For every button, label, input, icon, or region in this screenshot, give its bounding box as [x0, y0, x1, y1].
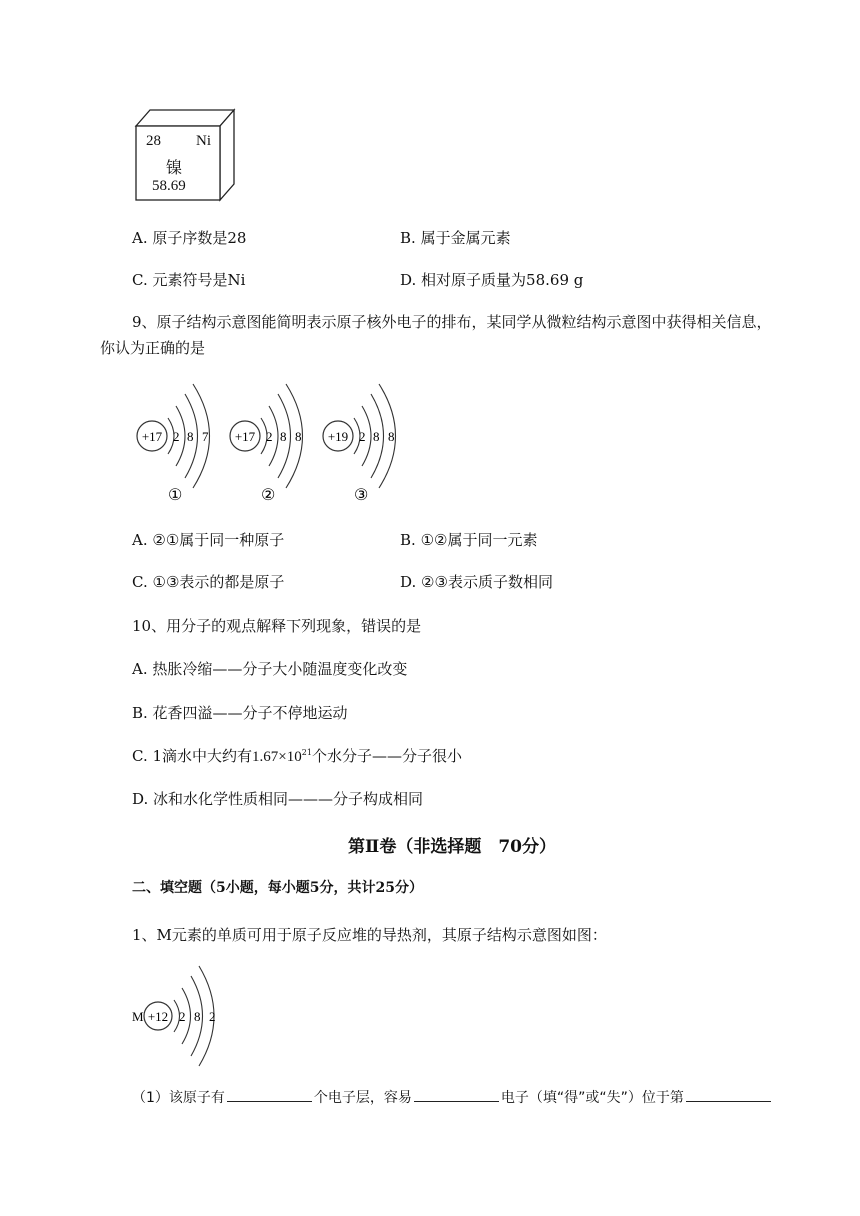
atom-diagram-3-shell-3: 8: [388, 429, 395, 444]
q8-option-c: C. 元素符号是Ni: [132, 271, 246, 289]
element-number: 28: [146, 133, 161, 149]
q9-option-c: C. ①③表示的都是原子: [132, 573, 285, 591]
element-symbol: Ni: [196, 133, 211, 149]
blank-gain-lose[interactable]: [414, 1087, 499, 1102]
fill-q1-diagram-nucleus: +12: [147, 1009, 169, 1024]
q8-option-d: D. 相对原子质量为58.69 g: [400, 271, 584, 289]
blank-electron-layers[interactable]: [227, 1087, 312, 1102]
element-mass: 58.69: [152, 178, 186, 194]
atom-diagram-2: [230, 384, 303, 504]
fill-q1-diagram: [128, 962, 258, 1072]
part2-title: 第Ⅱ卷（非选择题 70分）: [348, 837, 556, 857]
atom-diagram-1-label: ①: [168, 487, 183, 504]
q9-option-a: A. ②①属于同一种原子: [132, 531, 285, 549]
atom-diagram-3-nucleus: +19: [327, 429, 349, 444]
atom-diagram-1-shell-2: 8: [187, 429, 194, 444]
atom-diagram-2-shell-3: 8: [295, 429, 302, 444]
atom-diagram-3: [323, 384, 396, 504]
blank-period[interactable]: [686, 1087, 771, 1102]
fill-q1-diagram-shell-2: 8: [194, 1009, 201, 1024]
atom-diagram-3-label: ③: [354, 487, 369, 504]
q10-option-b: B. 花香四溢——分子不停地运动: [132, 704, 348, 722]
atom-diagram-3-shell-1: 2: [359, 429, 366, 444]
q10-option-a: A. 热胀冷缩——分子大小随温度变化改变: [132, 660, 408, 678]
atom-diagram-2-shell-1: 2: [266, 429, 273, 444]
fill-q1-diagram-prefix: M: [132, 1009, 144, 1024]
fill-q1-stem: 1、M元素的单质可用于原子反应堆的导热剂，其原子结构示意图如图：: [132, 926, 607, 944]
q10-option-c: C. 1滴水中大约有$1.67\times 10^{21}$个水分子——分子很小: [132, 747, 462, 765]
atom-diagram-2-label: ②: [261, 487, 276, 504]
q8-option-a: A. 原子序数是28: [132, 229, 247, 247]
fill-q1-diagram-shell-1: 2: [179, 1009, 186, 1024]
element-name: 镍: [166, 158, 183, 177]
fill-q1-diagram-shell-3: 2: [209, 1009, 216, 1024]
water-molecule-count: 1.67×10: [252, 749, 302, 765]
q10-option-d: D. 冰和水化学性质相同———分子构成相同: [132, 790, 424, 808]
atom-diagram-2-shell-2: 8: [280, 429, 287, 444]
atom-diagram-3-shell-2: 8: [373, 429, 380, 444]
q9-option-d: D. ②③表示质子数相同: [400, 573, 553, 591]
atom-diagram-1-shell-1: 2: [173, 429, 180, 444]
atom-diagram-1-shell-3: 7: [202, 429, 209, 444]
q9-diagrams: [128, 380, 428, 510]
fill-q1-sub1: （1）该原子有 个电子层，容易 电子（填“得”或“失”）位于第: [132, 1087, 773, 1108]
q9-stem-line2: 你认为正确的是: [100, 339, 206, 357]
atom-diagram-1: [137, 384, 210, 504]
q10-stem: 10、用分子的观点解释下列现象，错误的是: [132, 617, 422, 635]
element-card: [130, 102, 240, 202]
q8-option-b: B. 属于金属元素: [400, 229, 511, 247]
atom-diagram-1-nucleus: +17: [141, 429, 163, 444]
q9-stem-line1: 9、原子结构示意图能简明表示原子核外电子的排布，某同学从微粒结构示意图中获得相关信息，: [132, 313, 772, 331]
atom-diagram-2-nucleus: +17: [234, 429, 256, 444]
section-fill-blank-title: 二、填空题（5小题，每小题5分，共计25分）: [132, 880, 423, 896]
q9-option-b: B. ①②属于同一元素: [400, 531, 538, 549]
